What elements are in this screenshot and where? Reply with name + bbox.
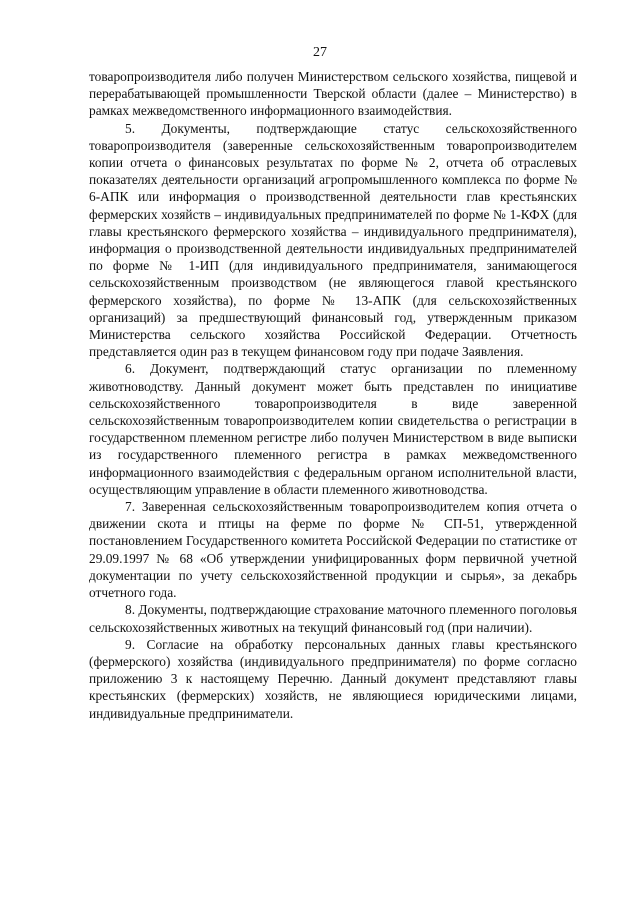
paragraph-continuation: товаропроизводителя либо получен Министерством сельского хозяйства, пищевой и перерабатывающей промышленности Тверской области (далее – Министерство) в рамках межведомственного информационного взаимодействия.: [89, 69, 577, 119]
page-number: 27: [313, 45, 327, 60]
paragraph-item-5: 5. Документы, подтверждающие статус сельскохозяйственного товаропроизводителя (заверенные сельскохозяйственным товаропроизводителем копии отчета о финансовых результатах по форме № 2, отчета об отраслевых показателях деятельности организаций агропромышленного комплекса по форме № 6-АПК или информация о производственной деятельности глав крестьянских фермерских хозяйств – индивидуальных предпринимателей по форме № 1-КФХ (для главы крестьянского фермерского хозяйства – индивидуального предпринимателя), информация о производственной деятельности индивидуальных предпринимателей по форме № 1-ИП (для индивидуального предпринимателя, занимающегося сельскохозяйственным производством (не являющегося главой крестьянского фермерского хозяйства), по форме № 13-АПК (для сельскохозяйственных организаций) за предшествующий финансовый год, утвержденным приказом Министерства сельского хозяйства Российской Федерации. Отчетность представляется один раз в текущем финансовом году при подаче Заявления.: [89, 120, 577, 360]
paragraph-item-9: 9. Согласие на обработку персональных данных главы крестьянского (фермерского) хозяйства (индивидуального предпринимателя) по форме согласно приложению 3 к настоящему Перечню. Данный документ представляют главы крестьянских (фермерских) хозяйств, не являющиеся юридическими лицами, индивидуальные предприниматели.: [89, 636, 577, 721]
paragraph-item-8: 8. Документы, подтверждающие страхование маточного племенного поголовья сельскохозяйственных животных на текущий финансовый год (при наличии).: [89, 602, 577, 635]
paragraph-item-6: 6. Документ, подтверждающий статус организации по племенному животноводству. Данный документ может быть представлен по инициативе сельскохозяйственного товаропроизводителя в виде заверенной сельскохозяйственным товаропроизводителем копии свидетельства о регистрации в государственном племенном регистре либо получен Министерством в виде выписки из государственного племенного регистра в рамках межведомственного информационного взаимодействия с федеральным органом исполнительной власти, осуществляющим управление в области племенного животноводства.: [89, 361, 577, 497]
paragraph-item-7: 7. Заверенная сельскохозяйственным товаропроизводителем копия отчета о движении скота и птицы на ферме по форме № СП-51, утвержденной постановлением Государственного комитета Российской Федерации по статистике от 29.09.1997 № 68 «Об утверждении унифицированных форм первичной учетной документации по учету сельскохозяйственной продукции и сырья», за декабрь отчетного года.: [89, 499, 577, 601]
document-body: [89, 68, 577, 722]
